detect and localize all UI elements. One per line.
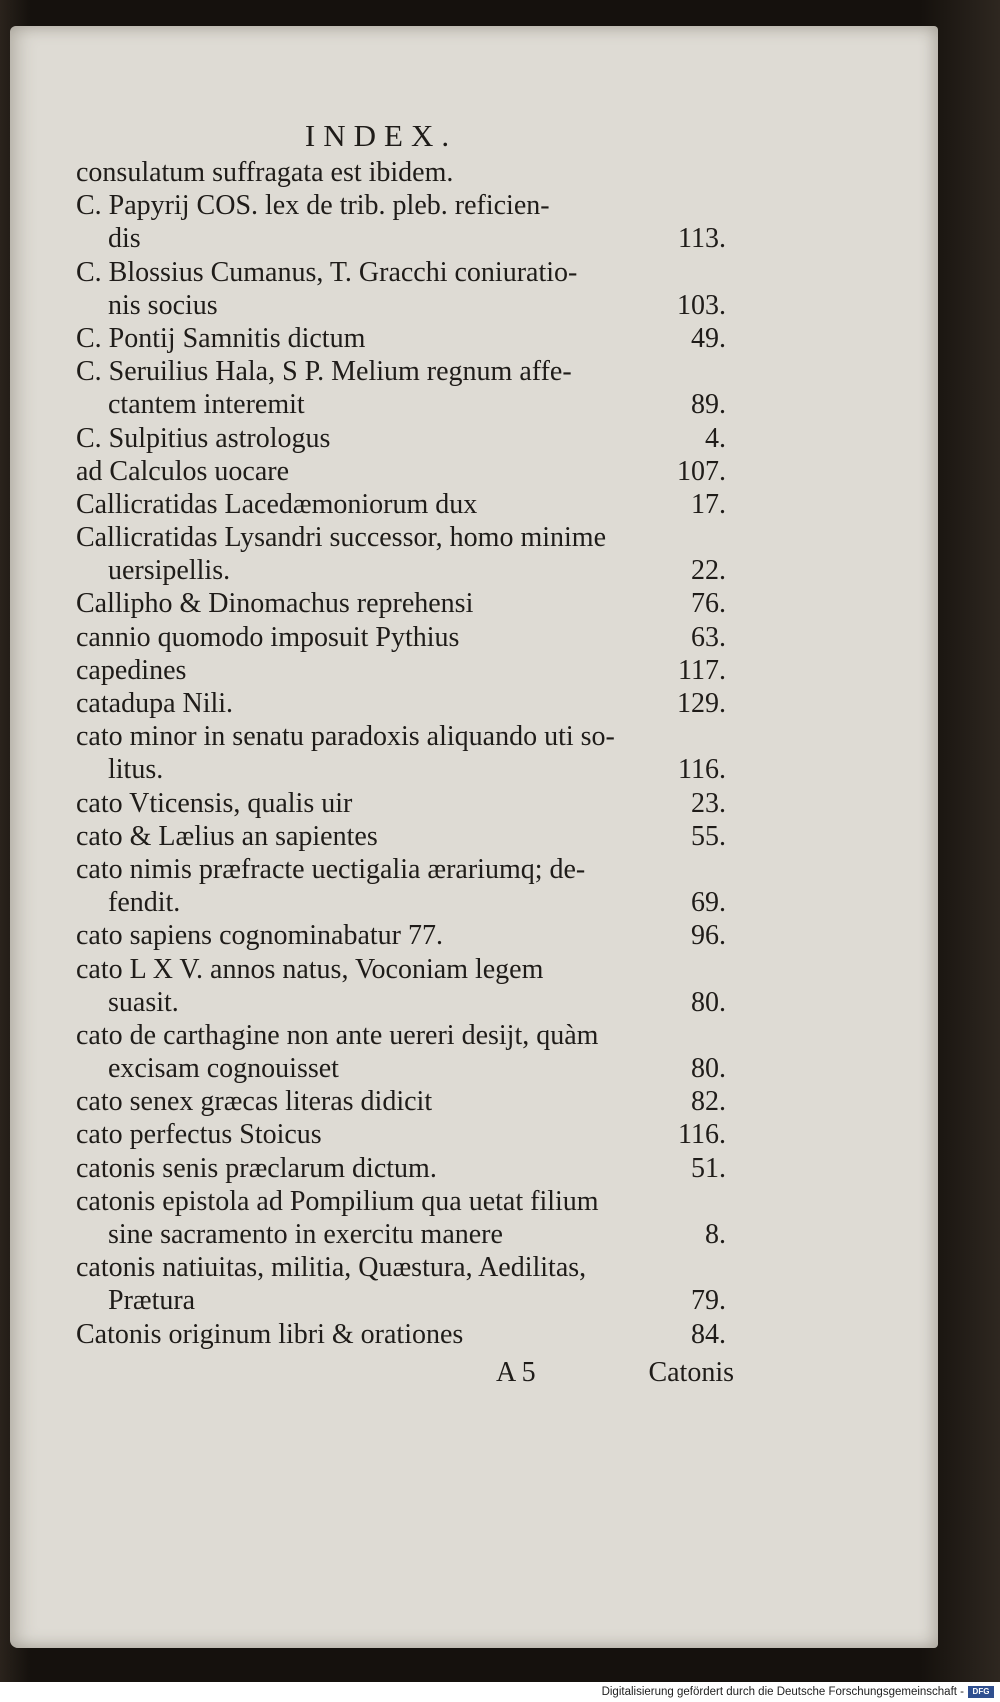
entry-text (76, 156, 726, 189)
entry-continuation (76, 886, 726, 919)
entry-text (76, 1185, 726, 1218)
index-entry (76, 256, 726, 322)
index-content (76, 116, 734, 1393)
entry-text (76, 488, 726, 521)
index-entry (76, 1085, 726, 1118)
entry-line-text: C. Papyrij COS. lex de trib. pleb. reficien- (76, 190, 550, 222)
index-entry (76, 1185, 726, 1251)
index-entry (76, 355, 726, 421)
page-reference: 103. (677, 289, 726, 321)
attribution-bar (0, 1682, 1000, 1702)
entry-line-text: cannio quomodo imposuit Pythius (76, 621, 460, 653)
entry-text (76, 521, 726, 554)
page-reference: 82. (691, 1086, 726, 1118)
page-reference: 49. (691, 322, 726, 354)
entry-line-text: capedines (76, 654, 187, 686)
entry-line-text: Callipho & Dinomachus reprehensi (76, 588, 474, 620)
entry-line-text: catonis senis præclarum dictum. (76, 1152, 437, 1184)
entry-line-text: C. Seruilius Hala, S P. Melium regnum affe- (76, 356, 572, 388)
entry-text (76, 654, 726, 687)
entry-text (76, 953, 726, 986)
entry-line-text: ctantem interemit (108, 389, 305, 421)
entry-line-text: cato senex græcas literas didicit (76, 1086, 433, 1118)
index-entry (76, 1019, 726, 1085)
index-entry (76, 621, 726, 654)
page-reference: 113. (678, 223, 726, 255)
page-reference: 116. (678, 1119, 726, 1151)
entry-text (76, 1118, 726, 1151)
index-entry (76, 820, 726, 853)
page-reference: 23. (691, 787, 726, 819)
entry-line-text: catonis natiuitas, militia, Quæstura, Aedilitas, (76, 1252, 587, 1284)
page-reference: 129. (677, 688, 726, 719)
entry-line-text: sine sacramento in exercitu manere (108, 1219, 503, 1250)
index-entry (76, 787, 726, 820)
entry-line-text: cato nimis præfracte uectigalia ærariumq; de- (76, 853, 586, 885)
entry-text (76, 687, 726, 720)
entry-line-text: cato Vticensis, qualis uir (76, 787, 353, 819)
page-reference: 107. (677, 455, 726, 487)
page-reference: 55. (691, 820, 726, 852)
index-entry (76, 654, 726, 687)
catchword: Catonis (648, 1356, 734, 1388)
entry-line-text: Callicratidas Lysandri successor, homo minime (76, 522, 606, 554)
signature-mark: A 5 (496, 1356, 536, 1388)
page-reference: 76. (691, 588, 726, 620)
index-entry (76, 455, 726, 488)
entry-text (76, 455, 726, 488)
entry-text (76, 422, 726, 455)
page-reference: 117. (678, 654, 726, 686)
index-entry (76, 1251, 726, 1317)
entry-continuation (76, 1284, 726, 1317)
index-entry (76, 1152, 726, 1185)
index-entry (76, 853, 726, 919)
page-reference: 84. (691, 1318, 726, 1350)
entry-line-text: Catonis originum libri & orationes (76, 1318, 464, 1350)
entry-text (76, 621, 726, 654)
page-footer (76, 1353, 734, 1393)
index-entries (76, 156, 726, 1351)
entry-text (76, 256, 726, 289)
index-entry (76, 687, 726, 720)
dfg-logo: DFG (968, 1686, 994, 1698)
entry-line-text: fendit. (108, 887, 181, 919)
entry-line-text: litus. (108, 754, 164, 786)
entry-line-text: C. Sulpitius astrologus (76, 422, 331, 454)
entry-continuation (76, 554, 726, 587)
entry-line-text: cato L X V. annos natus, Voconiam legem (76, 953, 544, 985)
entry-line-text: excisam cognouisset (108, 1053, 339, 1085)
entry-continuation (76, 986, 726, 1019)
entry-text (76, 720, 726, 753)
entry-line-text: cato & Lælius an sapientes (76, 820, 378, 852)
entry-continuation (76, 1052, 726, 1085)
entry-line-text: ad Calculos uocare (76, 455, 290, 487)
entry-line-text: Prætura (108, 1285, 196, 1317)
entry-line-text: nis socius (108, 289, 218, 321)
page-reference: 63. (691, 621, 726, 653)
entry-line-text: cato sapiens cognominabatur 77. (76, 920, 444, 952)
entry-line-text: catonis epistola ad Pompilium qua uetat filium (76, 1185, 599, 1217)
index-entry (76, 422, 726, 455)
entry-line-text: cato de carthagine non ante uereri desijt, quàm (76, 1019, 599, 1051)
entry-line-text: uersipellis. (108, 555, 231, 587)
entry-text (76, 820, 726, 853)
entry-continuation (76, 388, 726, 421)
entry-continuation (76, 222, 726, 255)
index-entry (76, 1318, 726, 1351)
entry-text (76, 1085, 726, 1118)
entry-text (76, 587, 726, 620)
entry-line-text: catadupa Nili. (76, 688, 234, 719)
page-reference: 89. (691, 389, 726, 421)
entry-line-text: Callicratidas Lacedæmoniorum dux (76, 488, 478, 520)
index-entry (76, 189, 726, 255)
index-entry (76, 156, 726, 189)
page-reference: 8. (705, 1219, 726, 1250)
attribution-text: Digitalisierung gefördert durch die Deutsche Forschungsgemeinschaft - (601, 1686, 964, 1698)
page-reference: 4. (705, 422, 726, 454)
entry-line-text: suasit. (108, 986, 179, 1018)
entry-continuation (76, 1218, 726, 1251)
running-head: INDEX. (304, 118, 458, 153)
entry-line-text: C. Pontij Samnitis dictum (76, 322, 366, 354)
index-entry (76, 322, 726, 355)
entry-text (76, 1318, 726, 1351)
page-reference: 80. (691, 1053, 726, 1085)
entry-text (76, 787, 726, 820)
entry-continuation (76, 289, 726, 322)
index-entry (76, 953, 726, 1019)
entry-text (76, 1251, 726, 1284)
index-entry (76, 521, 726, 587)
page-reference: 69. (691, 887, 726, 919)
index-entry (76, 720, 726, 786)
page-reference: 96. (691, 920, 726, 952)
page-reference: 116. (678, 754, 726, 786)
page-reference: 17. (691, 488, 726, 520)
entry-text (76, 1152, 726, 1185)
entry-text (76, 1019, 726, 1052)
index-entry (76, 919, 726, 952)
page-reference: 51. (691, 1152, 726, 1184)
index-entry (76, 1118, 726, 1151)
index-entry (76, 587, 726, 620)
index-entry (76, 488, 726, 521)
book-page (10, 26, 938, 1648)
page-reference: 79. (691, 1285, 726, 1317)
entry-line-text: consulatum suffragata est ibidem. (76, 157, 454, 188)
entry-line-text: C. Blossius Cumanus, T. Gracchi coniuratio- (76, 256, 578, 288)
entry-continuation (76, 753, 726, 786)
entry-line-text: cato perfectus Stoicus (76, 1119, 322, 1151)
entry-text (76, 853, 726, 886)
entry-text (76, 355, 726, 388)
entry-line-text: cato minor in senatu paradoxis aliquando uti so- (76, 721, 615, 753)
entry-line-text: dis (108, 223, 141, 255)
page-reference: 80. (691, 986, 726, 1018)
entry-text (76, 919, 726, 952)
entry-text (76, 322, 726, 355)
page-reference: 22. (691, 555, 726, 587)
entry-text (76, 189, 726, 222)
